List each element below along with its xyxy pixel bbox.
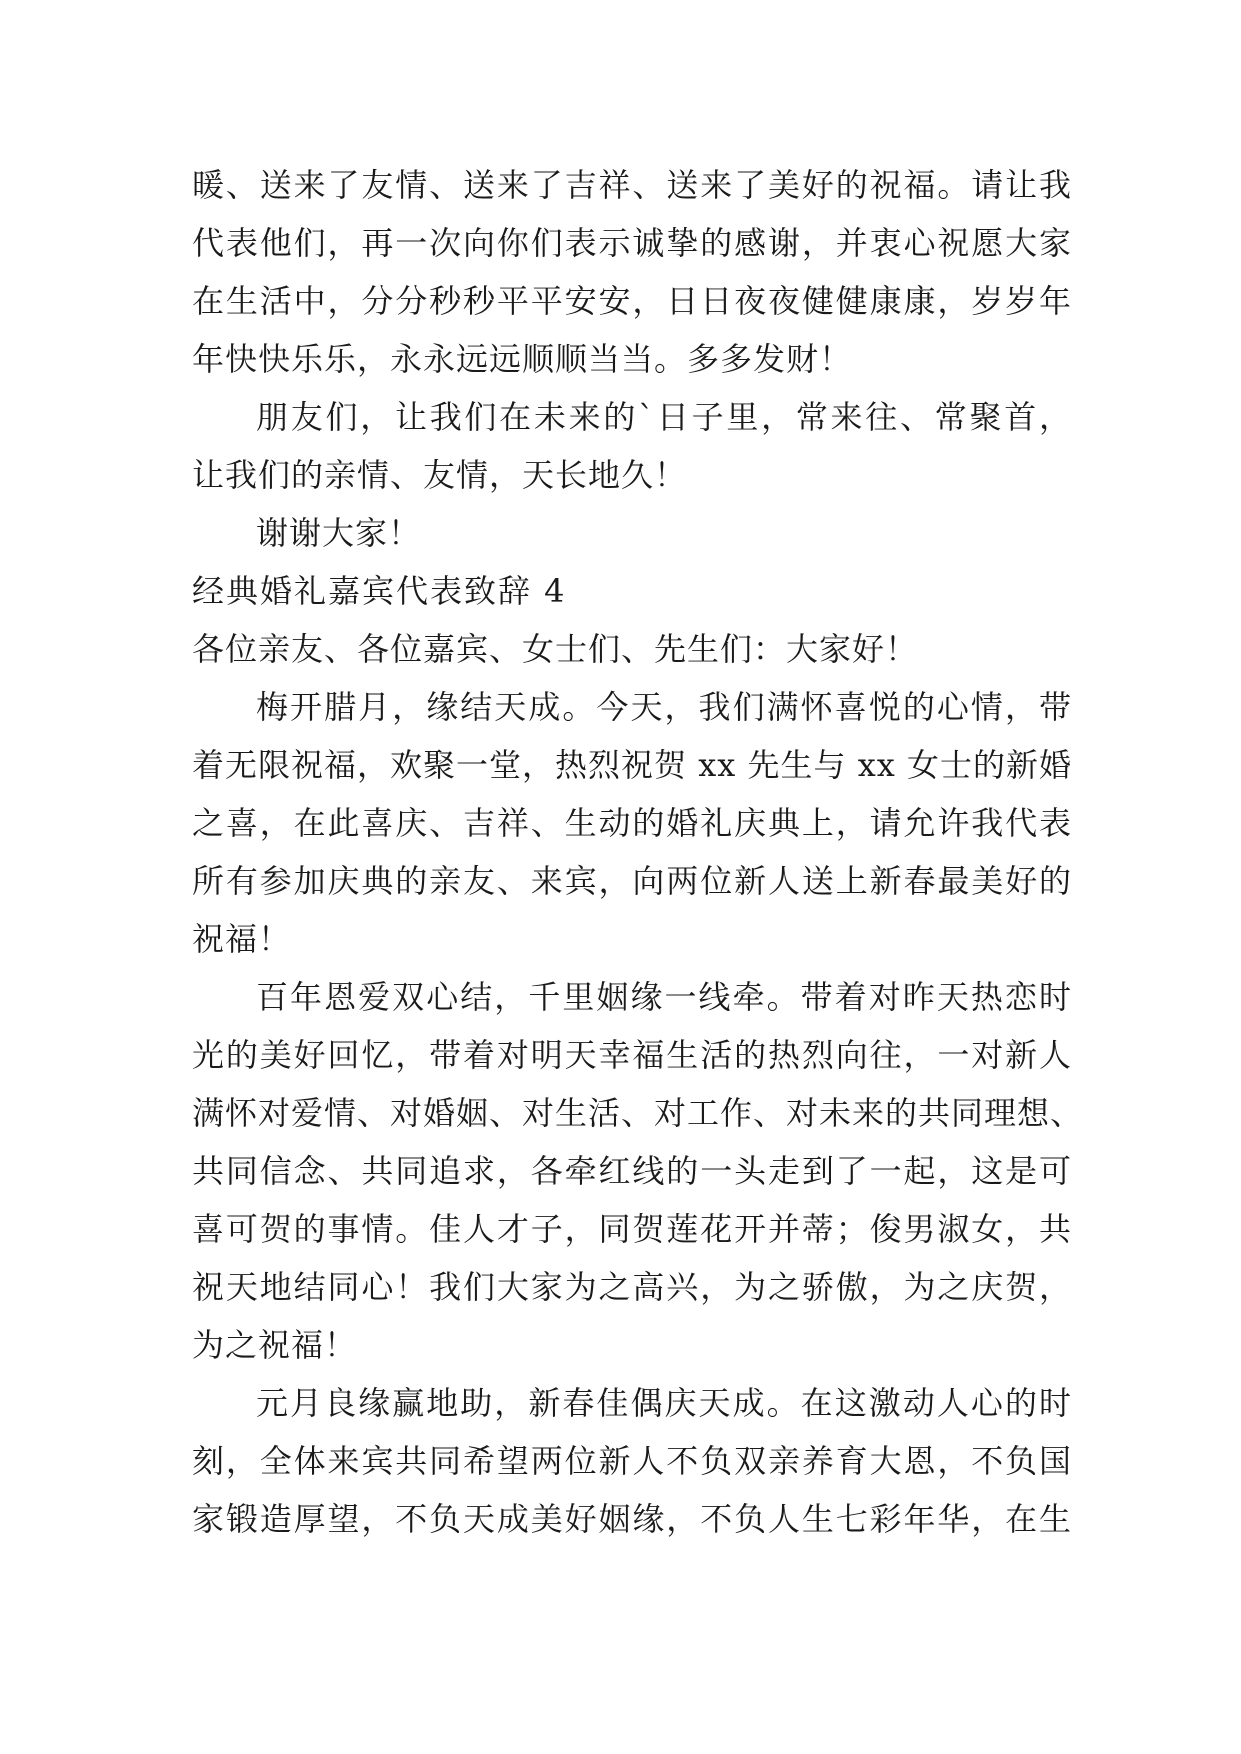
text-line: 暖、送来了友情、送来了吉祥、送来了美好的祝福。请让我 [192, 166, 1072, 204]
text-line: 让我们的亲情、友情，天长地久！ [192, 456, 688, 494]
text-line: 着无限祝福，欢聚一堂，热烈祝贺 xx 先生与 xx 女士的新婚 [192, 746, 1072, 784]
text-line: 所有参加庆典的亲友、来宾，向两位新人送上新春最美好的 [192, 862, 1072, 900]
text-line: 之喜，在此喜庆、吉祥、生动的婚礼庆典上，请允许我代表 [192, 804, 1072, 842]
text-line: 梅开腊月，缘结天成。今天，我们满怀喜悦的心情，带 [256, 688, 1072, 726]
text-line: 朋友们，让我们在未来的`日子里，常来往、常聚首， [256, 398, 1072, 436]
text-line: 刻，全体来宾共同希望两位新人不负双亲养育大恩，不负国 [192, 1442, 1072, 1480]
text-line: 共同信念、共同追求，各牵红线的一头走到了一起，这是可 [192, 1152, 1072, 1190]
text-line: 家锻造厚望，不负天成美好姻缘，不负人生七彩年华，在生 [192, 1500, 1072, 1538]
text-line: 为之祝福！ [192, 1326, 358, 1364]
text-line: 百年恩爱双心结，千里姻缘一线牵。带着对昨天热恋时 [256, 978, 1072, 1016]
text-line: 喜可贺的事情。佳人才子，同贺莲花开并蒂；俊男淑女，共 [192, 1210, 1072, 1248]
text-line: 光的美好回忆，带着对明天幸福生活的热烈向往，一对新人 [192, 1036, 1072, 1074]
text-line: 祝福！ [192, 920, 292, 958]
salutation: 各位亲友、各位嘉宾、女士们、先生们：大家好！ [192, 630, 919, 668]
text-line: 元月良缘赢地助，新春佳偶庆天成。在这激动人心的时 [256, 1384, 1072, 1422]
text-line: 年快快乐乐，永永远远顺顺当当。多多发财！ [192, 340, 853, 378]
text-line: 代表他们，再一次向你们表示诚挚的感谢，并衷心祝愿大家 [192, 224, 1072, 262]
text-line: 在生活中，分分秒秒平平安安，日日夜夜健健康康，岁岁年 [192, 282, 1072, 320]
section-title: 经典婚礼嘉宾代表致辞 4 [192, 572, 567, 610]
text-line: 满怀对爱情、对婚姻、对生活、对工作、对未来的共同理想、 [192, 1094, 1084, 1132]
text-line: 谢谢大家！ [256, 514, 422, 552]
text-line: 祝天地结同心！我们大家为之高兴，为之骄傲，为之庆贺， [192, 1268, 1072, 1306]
